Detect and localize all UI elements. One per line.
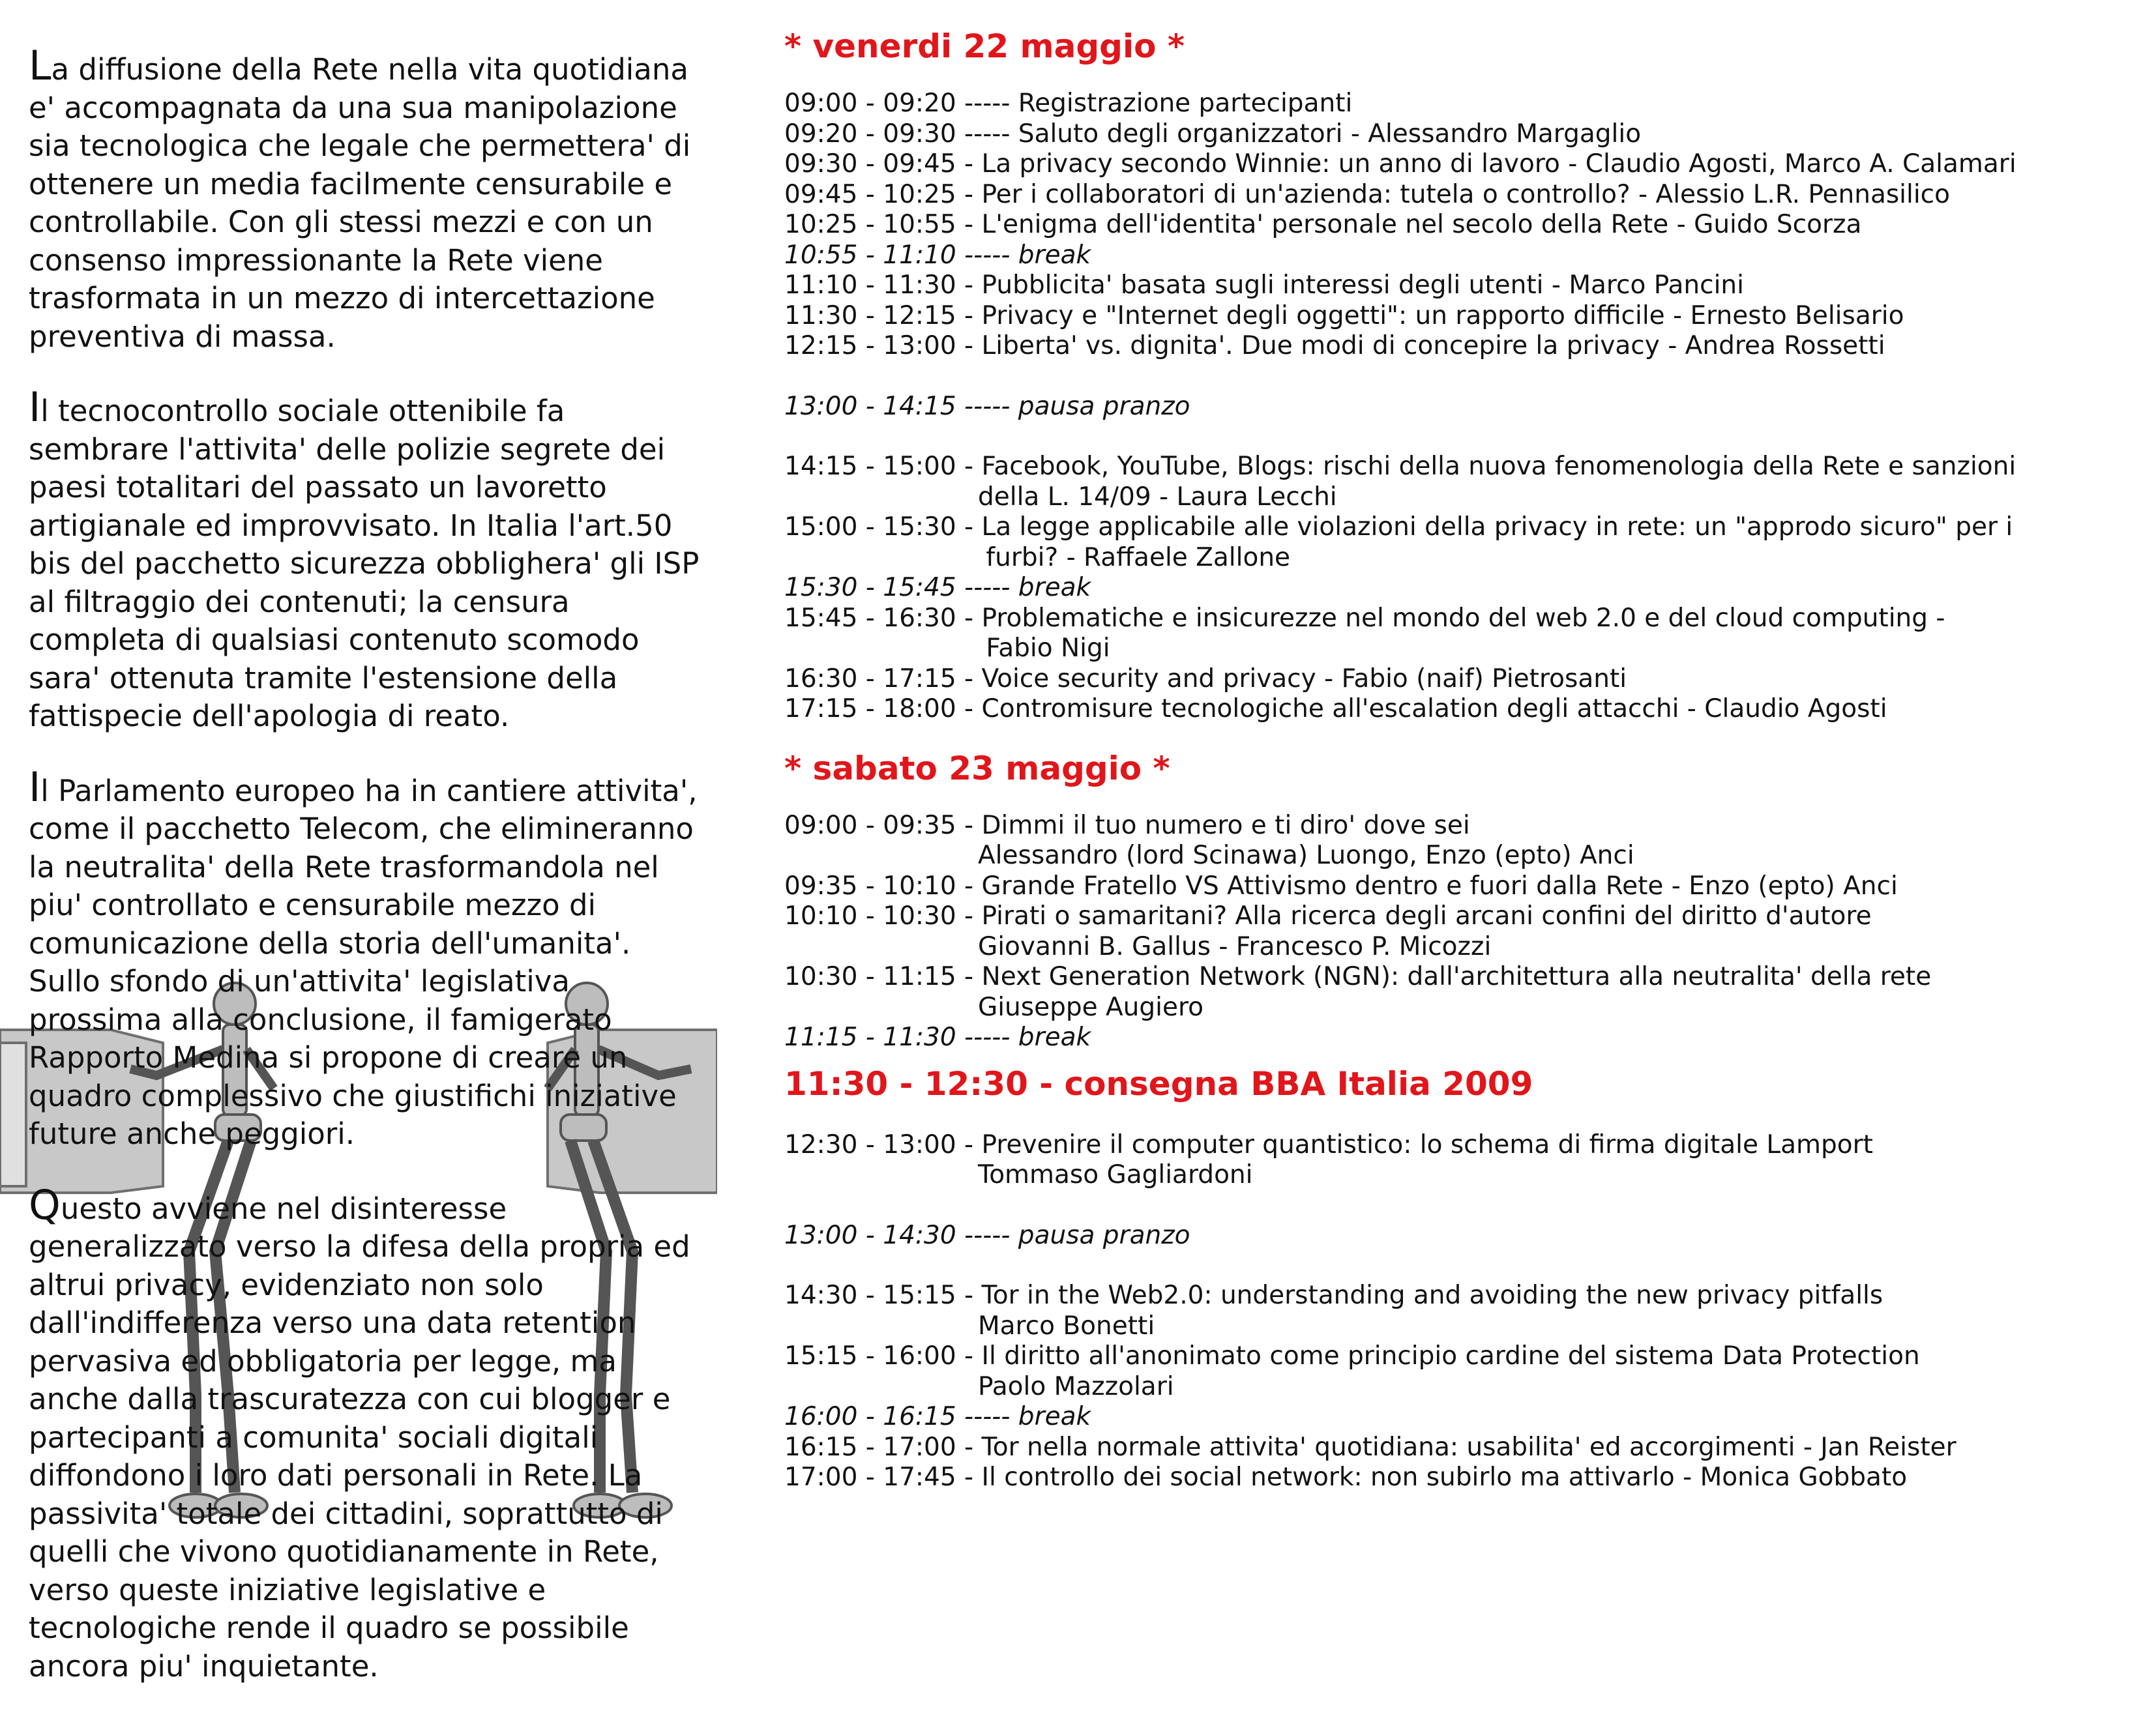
schedule-row-continuation: Alessandro (lord Scinawa) Luongo, Enzo (epto) Anci: [978, 841, 1634, 870]
schedule-row: 09:00 - 09:20 ----- Registrazione partecipanti: [784, 89, 1353, 118]
schedule-row: 12:30 - 13:00 - Prevenire il computer quantistico: lo schema di firma digitale Lamport: [784, 1130, 1873, 1160]
schedule-row: 09:35 - 10:10 - Grande Fratello VS Attivismo dentro e fuori dalla Rete - Enzo (epto) Anci: [784, 871, 1898, 901]
schedule-row: 15:15 - 16:00 - Il diritto all'anonimato come principio cardine del sistema Data Protection: [784, 1341, 1920, 1371]
schedule-row: 09:45 - 10:25 - Per i collaboratori di un'azienda: tutela o controllo? - Alessio L.R. Pennasilico: [784, 179, 1950, 209]
intro-text-column: [29, 42, 707, 1722]
schedule-row-continuation: Giuseppe Augiero: [978, 992, 1204, 1022]
schedule-row: 09:20 - 09:30 ----- Saluto degli organizzatori - Alessandro Margaglio: [784, 119, 1642, 149]
schedule-row: 12:15 - 13:00 - Liberta' vs. dignita'. Due modi di concepire la privacy - Andrea Rossetti: [784, 331, 1885, 360]
lunch-row: 13:00 - 14:15 ----- pausa pranzo: [784, 391, 1190, 421]
schedule-saturday-afternoon: [784, 1130, 2140, 1493]
intro-paragraph: [29, 383, 707, 736]
schedule-row: 16:30 - 17:15 - Voice security and privacy - Fabio (naif) Pietrosanti: [784, 664, 1627, 693]
spacer: [784, 422, 2140, 452]
schedule-row: 14:15 - 15:00 - Facebook, YouTube, Blogs: rischi della nuova fenomenologia della Rete e sanzioni: [784, 452, 2016, 481]
paragraph-text: l tecnocontrollo sociale ottenibile fa sembrare l'attivita' delle polizie segrete dei paesi totalitari del passato un lavoretto artigianale ed improvvisato. In Italia l'art.50 bis del pacchetto sicurezza obblighera' gli ISP al filtraggio dei contenuti; la censura completa di qualsiasi contenuto scomodo sara' ottenuta tramite l'estensione della fattispecie dell'apologia di reato.: [29, 394, 700, 733]
paragraph-text: a diffusione della Rete nella vita quotidiana e' accompagnata da una sua manipolazione sia tecnologica che legale che permettera' di ottenere un media facilmente censurabile e controllabile. Con gli stessi mezzi e con un consenso impressionante la Rete viene trasformata in un mezzo di intercettazione preventiva di massa.: [29, 52, 691, 354]
day-heading-friday: * venerdi 22 maggio *: [784, 27, 1185, 65]
lunch-row: 13:00 - 14:30 ----- pausa pranzo: [784, 1220, 1190, 1250]
schedule-row-continuation: della L. 14/09 - Laura Lecchi: [978, 482, 1337, 512]
schedule-friday: [784, 89, 2140, 725]
schedule-row-continuation: Paolo Mazzolari: [978, 1371, 1174, 1401]
drop-cap: Q: [29, 1180, 61, 1229]
schedule-row-continuation: furbi? - Raffaele Zallone: [978, 542, 1291, 572]
break-row: 16:00 - 16:15 ----- break: [784, 1402, 1091, 1431]
schedule-row: 15:00 - 15:30 - La legge applicabile alle violazioni della privacy in rete: un "approdo sicuro" per i: [784, 512, 2013, 542]
drop-cap: L: [29, 42, 52, 89]
intro-paragraph: [29, 763, 707, 1154]
schedule-row: 09:00 - 09:35 - Dimmi il tuo numero e ti diro' dove sei: [784, 810, 1470, 840]
schedule-row: 10:25 - 10:55 - L'enigma dell'identita' personale nel secolo della Rete - Guido Scorza: [784, 210, 1862, 239]
drop-cap: I: [29, 383, 41, 431]
schedule-row-continuation: Giovanni B. Gallus - Francesco P. Micozzi: [978, 931, 1492, 961]
intro-paragraph: [29, 42, 707, 356]
break-row: 15:30 - 15:45 ----- break: [784, 573, 1091, 602]
schedule-row: 10:30 - 11:15 - Next Generation Network (NGN): dall'architettura alla neutralita' della rete: [784, 962, 1932, 991]
schedule-row: 11:10 - 11:30 - Pubblicita' basata sugli interessi degli utenti - Marco Pancini: [784, 270, 1744, 300]
schedule-saturday: [784, 811, 2140, 1053]
paragraph-text: l Parlamento europeo ha in cantiere attivita', come il pacchetto Telecom, che elimineranno la neutralita' della Rete trasformandola nel piu' controllato e censurabile mezzo di comunicazione della storia dell'umanita'. Sullo sfondo di un'attivita' legislativa prossima alla conclusione, il famigerato Rapporto Medina si propone di creare un quadro complessivo che giustifichi iniziative future anche peggiori.: [29, 773, 698, 1151]
schedule-row: 17:15 - 18:00 - Contromisure tecnologiche all'escalation degli attacchi - Claudio Agosti: [784, 694, 1887, 723]
schedule-row: 11:30 - 12:15 - Privacy e "Internet degli oggetti": un rapporto difficile - Ernesto Belisario: [784, 300, 1904, 330]
schedule-row: 17:00 - 17:45 - Il controllo dei social network: non subirlo ma attivarlo - Monica Gobbato: [784, 1463, 1908, 1492]
schedule-row: 15:45 - 16:30 - Problematiche e insicurezze nel mondo del web 2.0 e del cloud computing -: [784, 603, 1945, 633]
award-heading: 11:30 - 12:30 - consegna BBA Italia 2009: [784, 1064, 1533, 1103]
intro-paragraph: [29, 1180, 707, 1686]
spacer: [784, 362, 2140, 392]
schedule-row-continuation: Tommaso Gagliardoni: [978, 1160, 1253, 1189]
schedule-row: 14:30 - 15:15 - Tor in the Web2.0: understanding and avoiding the new privacy pitfalls: [784, 1281, 1883, 1310]
schedule-row: 10:10 - 10:30 - Pirati o samaritani? Alla ricerca degli arcani confini del diritto d'autore: [784, 901, 1872, 931]
schedule-row: 16:15 - 17:00 - Tor nella normale attivita' quotidiana: usabilita' ed accorgimenti - Jan Reister: [784, 1432, 1957, 1462]
break-row: 11:15 - 11:30 ----- break: [784, 1023, 1091, 1052]
paragraph-text: uesto avviene nel disinteresse generalizzato verso la difesa della propria ed altrui privacy, evidenziato non solo dall'indifferenza verso una data retention pervasiva ed obbligatoria per legge, ma anche dalla trascuratezza con cui blogger e partecipanti a comunita' sociali digitali diffondono i loro dati personali in Rete. La passivita' totale dei cittadini, soprattutto di quelli che vivono quotidianamente in Rete, verso queste iniziative legislative e tecnologiche rende il quadro se possibile ancora piu' inquietante.: [29, 1191, 690, 1684]
schedule-column: [784, 26, 2140, 1493]
spacer: [784, 1191, 2140, 1221]
schedule-row-continuation: Fabio Nigi: [978, 634, 1110, 663]
drop-cap: I: [29, 763, 41, 811]
day-heading-saturday: * sabato 23 maggio *: [784, 749, 1170, 787]
break-row: 10:55 - 11:10 ----- break: [784, 240, 1091, 270]
schedule-row-continuation: Marco Bonetti: [978, 1311, 1155, 1341]
spacer: [784, 1251, 2140, 1281]
schedule-row: 09:30 - 09:45 - La privacy secondo Winnie: un anno di lavoro - Claudio Agosti, Marco A. Calamari: [784, 149, 2016, 179]
